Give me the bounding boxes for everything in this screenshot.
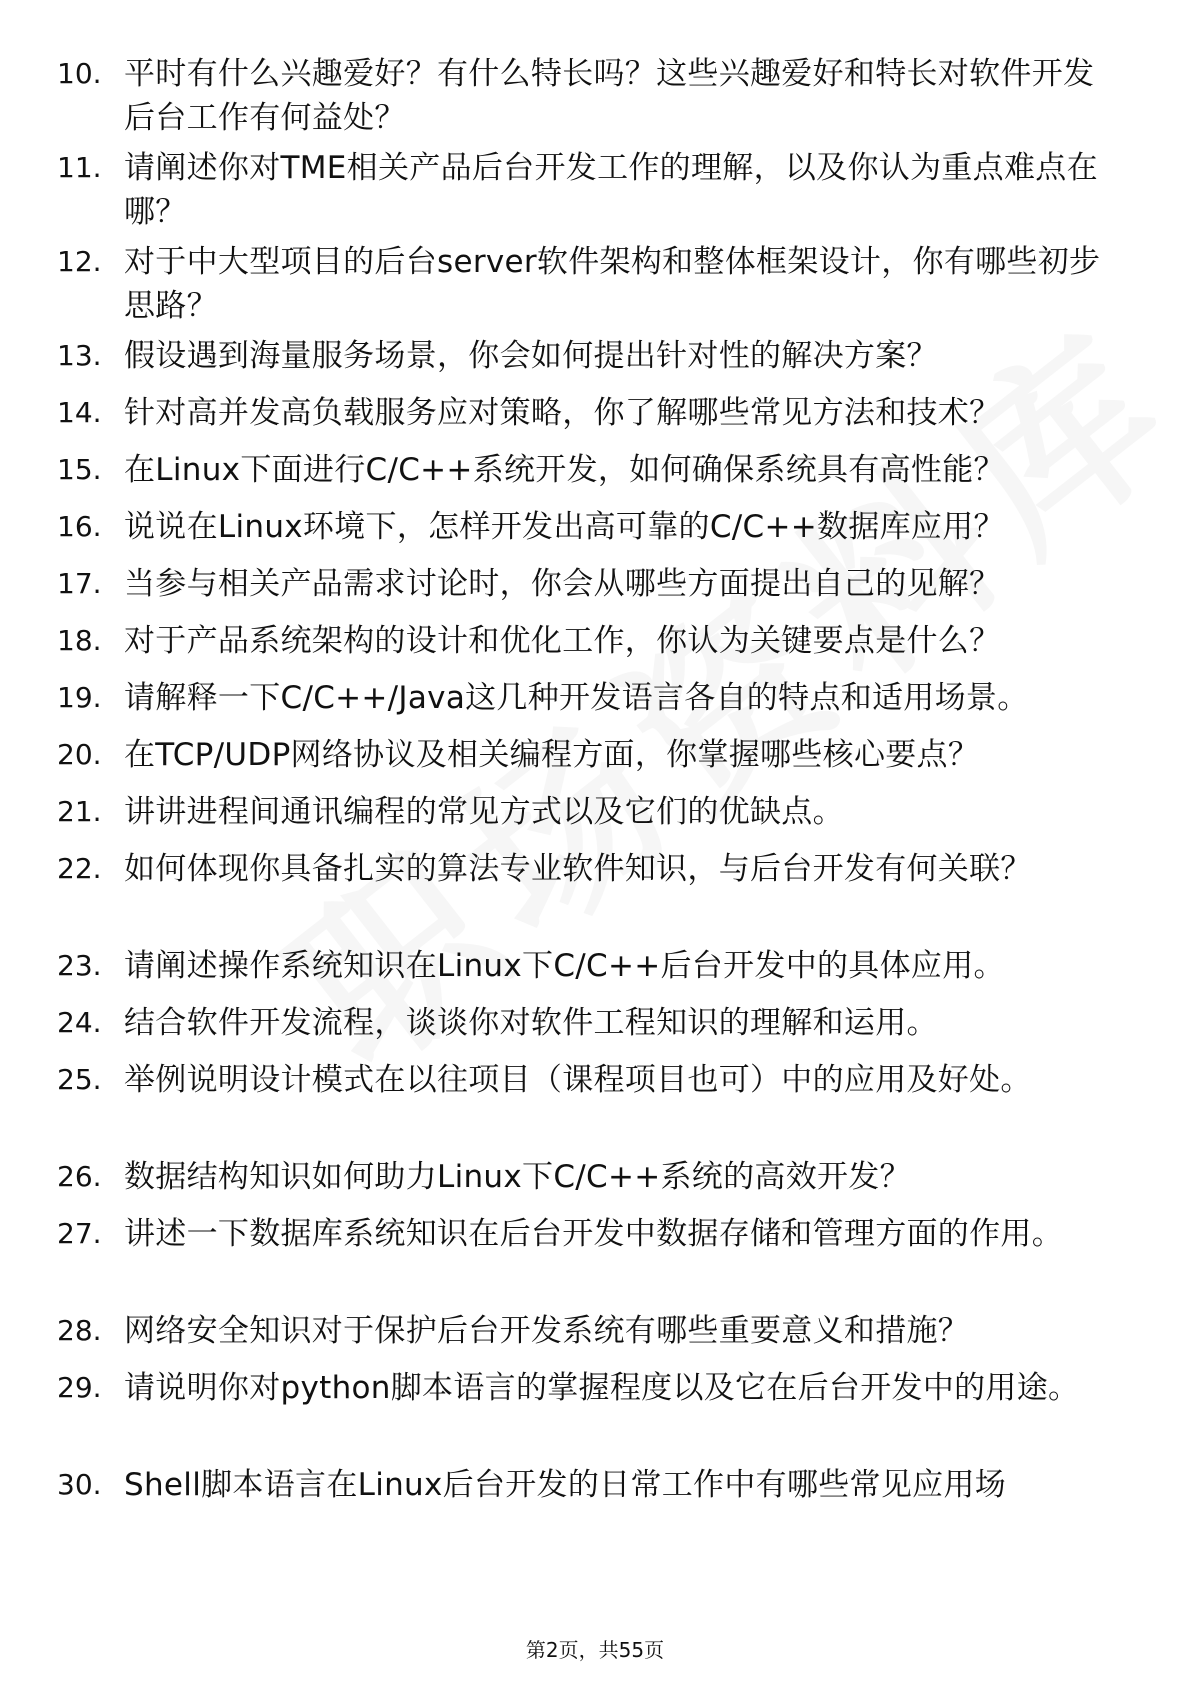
- item-number: 25.: [57, 1063, 102, 1096]
- item-number: 24.: [57, 1006, 102, 1039]
- item-text: 对于产品系统架构的设计和优化工作，你认为关键要点是什么？: [124, 623, 1001, 659]
- item-text: 请阐述操作系统知识在Linux下C/C++后台开发中的具体应用。: [124, 948, 1005, 984]
- item-number: 26.: [57, 1160, 102, 1193]
- item-number: 22.: [57, 852, 102, 885]
- item-text: 请说明你对python脚本语言的掌握程度以及它在后台开发中的用途。: [124, 1370, 1080, 1406]
- item-number: 12.: [57, 245, 102, 278]
- item-text: Shell脚本语言在Linux后台开发的日常工作中有哪些常见应用场: [124, 1467, 1007, 1503]
- page-footer: 第2页，共55页: [525, 1638, 665, 1662]
- item-number: 15.: [57, 453, 102, 486]
- item-text: 网络安全知识对于保护后台开发系统有哪些重要意义和措施？: [124, 1313, 970, 1349]
- item-number: 11.: [57, 151, 102, 184]
- item-text: 举例说明设计模式在以往项目（课程项目也可）中的应用及好处。: [124, 1062, 1032, 1098]
- item-text: 在Linux下面进行C/C++系统开发，如何确保系统具有高性能？: [124, 452, 1005, 488]
- item-number: 23.: [57, 949, 102, 982]
- item-number: 17.: [57, 567, 102, 600]
- item-text: 对于中大型项目的后台server软件架构和整体框架设计，你有哪些初步思路？: [124, 244, 1101, 324]
- item-number: 21.: [57, 795, 102, 828]
- item-number: 19.: [57, 681, 102, 714]
- item-number: 28.: [57, 1314, 102, 1347]
- item-number: 14.: [57, 396, 102, 429]
- item-text: 假设遇到海量服务场景，你会如何提出针对性的解决方案？: [124, 338, 938, 374]
- item-text: 平时有什么兴趣爱好？有什么特长吗？这些兴趣爱好和特长对软件开发后台工作有何益处？: [124, 56, 1095, 136]
- item-text: 数据结构知识如何助力Linux下C/C++系统的高效开发？: [124, 1159, 911, 1195]
- item-number: 29.: [57, 1371, 102, 1404]
- item-text: 在TCP/UDP网络协议及相关编程方面，你掌握哪些核心要点？: [124, 737, 980, 773]
- item-number: 30.: [57, 1468, 102, 1501]
- item-text: 结合软件开发流程，谈谈你对软件工程知识的理解和运用。: [124, 1005, 938, 1041]
- item-text: 如何体现你具备扎实的算法专业软件知识，与后台开发有何关联？: [124, 851, 1032, 887]
- item-text: 讲述一下数据库系统知识在后台开发中数据存储和管理方面的作用。: [124, 1216, 1063, 1252]
- item-text: 讲讲进程间通讯编程的常见方式以及它们的优缺点。: [124, 794, 844, 830]
- item-number: 13.: [57, 339, 102, 372]
- item-text: 针对高并发高负载服务应对策略，你了解哪些常见方法和技术？: [124, 395, 1001, 431]
- item-number: 10.: [57, 57, 102, 90]
- item-text: 请解释一下C/C++/Java这几种开发语言各自的特点和适用场景。: [124, 680, 1029, 716]
- item-number: 27.: [57, 1217, 102, 1250]
- item-number: 18.: [57, 624, 102, 657]
- item-text: 说说在Linux环境下，怎样开发出高可靠的C/C++数据库应用？: [124, 509, 1005, 545]
- item-number: 20.: [57, 738, 102, 771]
- item-text: 当参与相关产品需求讨论时，你会从哪些方面提出自己的见解？: [124, 566, 1001, 602]
- item-text: 请阐述你对TME相关产品后台开发工作的理解，以及你认为重点难点在哪？: [124, 150, 1098, 230]
- item-number: 16.: [57, 510, 102, 543]
